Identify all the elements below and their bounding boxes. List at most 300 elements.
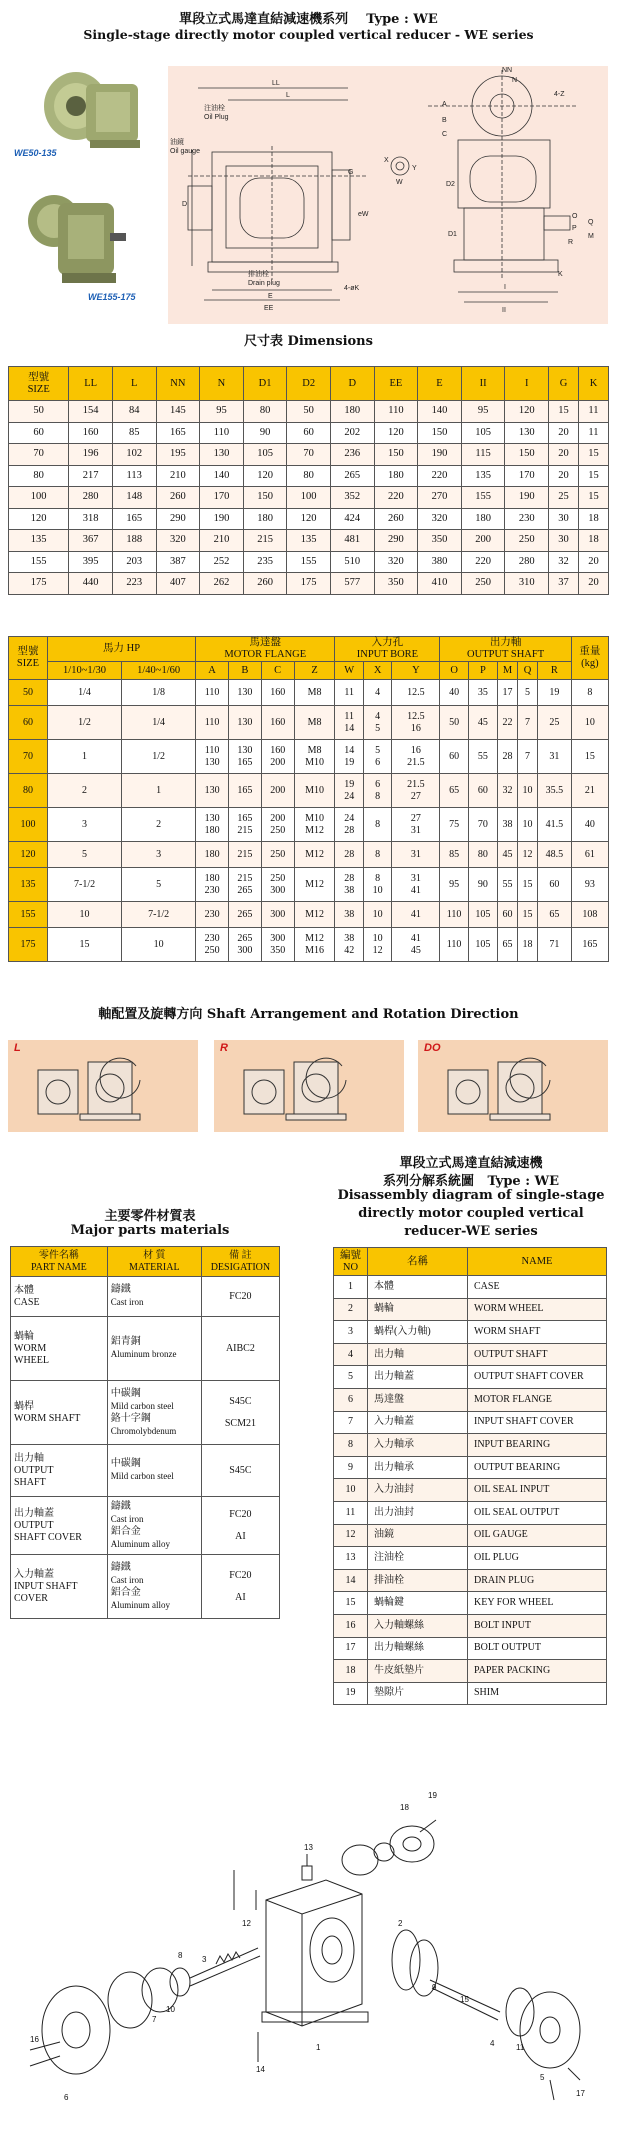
lbl-g: G: [348, 169, 354, 176]
parts-cell-note: S45C: [201, 1445, 279, 1497]
spec-cell-r: 31: [538, 740, 572, 774]
names-no: 5: [334, 1366, 368, 1389]
dim-col-ee: EE: [374, 367, 418, 401]
spec-cell-hp2: 1/2: [122, 740, 196, 774]
subtitle-en: Single-stage directly motor coupled vertical reducer - WE series: [83, 27, 534, 42]
names-no: 17: [334, 1637, 368, 1660]
spec-cell-x: 8: [363, 808, 391, 842]
callout-18: 18: [400, 1803, 409, 1812]
spec-row: [9, 740, 609, 774]
spec-cell-x: 8: [363, 842, 391, 868]
parts-cell-note: FC20: [201, 1277, 279, 1317]
lbl-oil-gauge-zh: 油鏡: [170, 139, 184, 146]
dim-cell: 380: [418, 551, 462, 573]
dim-cell: 150: [243, 487, 287, 509]
dim-cell: 190: [505, 487, 549, 509]
dim-col-i: I: [505, 367, 549, 401]
spec-row: [9, 706, 609, 740]
parts-cell-name: 本體 CASE: [11, 1277, 108, 1317]
spec-col-c: C: [261, 662, 294, 680]
spec-cell-c: 160 200: [261, 740, 294, 774]
spec-cell-kg: 10: [571, 706, 608, 740]
dim-cell: 410: [418, 573, 462, 595]
spec-cell-b: 215: [228, 842, 261, 868]
dim-cell: 110: [200, 422, 244, 444]
lbl-drain-plug-en: Drain plug: [248, 280, 280, 287]
spec-cell-p: 45: [468, 706, 497, 740]
spec-col-p: P: [468, 662, 497, 680]
spec-cell-b: 165: [228, 774, 261, 808]
spec-cell-y: 12.5 16: [392, 706, 440, 740]
dim-col-d1: D1: [243, 367, 287, 401]
callout-16: 16: [30, 2035, 39, 2044]
spec-cell-x: 10: [363, 902, 391, 928]
names-en: DRAIN PLUG: [468, 1569, 607, 1592]
dim-cell: 220: [461, 551, 505, 573]
parts-table: [10, 1246, 280, 1619]
dim-cell: 352: [330, 487, 374, 509]
parts-cell-mat: 中碳鋼 Mild carbon steel: [107, 1445, 201, 1497]
spec-hp-sub-1: 1/10~1/30: [48, 662, 122, 680]
dim-cell: 481: [330, 530, 374, 552]
spec-cell-p: 35: [468, 680, 497, 706]
dim-cell: 120: [243, 465, 287, 487]
spec-size-cell: 175: [9, 928, 48, 962]
spec-cell-a: 130: [196, 774, 229, 808]
spec-cell-hp1: 7-1/2: [48, 868, 122, 902]
spec-cell-hp1: 1/4: [48, 680, 122, 706]
lbl-4z: 4-Z: [554, 91, 565, 98]
dim-row: [9, 401, 609, 423]
dim-cell: 252: [200, 551, 244, 573]
names-zh: 油鏡: [368, 1524, 468, 1547]
spec-cell-p: 105: [468, 928, 497, 962]
names-row: [334, 1321, 607, 1344]
spec-cell-p: 80: [468, 842, 497, 868]
spec-cell-z: M12: [294, 902, 335, 928]
names-row: [334, 1434, 607, 1457]
lbl-ii: II: [502, 307, 506, 314]
dimensions-title: 尺寸表 Dimensions: [244, 334, 373, 349]
dim-cell: 210: [200, 530, 244, 552]
dim-col-n: N: [200, 367, 244, 401]
shaft-title: 軸配置及旋轉方向 Shaft Arrangement and Rotation Direction: [98, 1007, 519, 1022]
dim-cell: 115: [461, 444, 505, 466]
dim-cell: 310: [505, 573, 549, 595]
spec-cell-m: 45: [497, 842, 517, 868]
lbl-o: O: [572, 213, 578, 220]
callout-13: 13: [304, 1843, 313, 1852]
lbl-ll: LL: [272, 80, 280, 87]
dim-cell: 15: [549, 401, 579, 423]
lbl-drain-plug-zh: 排油栓: [248, 271, 269, 278]
names-en: OUTPUT BEARING: [468, 1456, 607, 1479]
dim-cell: 195: [156, 444, 200, 466]
names-no: 7: [334, 1411, 368, 1434]
dim-cell: 265: [330, 465, 374, 487]
parts-head-name: 零件名稱 PART NAME: [11, 1247, 108, 1277]
spec-cell-q: 15: [518, 902, 538, 928]
dim-cell: 510: [330, 551, 374, 573]
spec-cell-z: M10 M12: [294, 808, 335, 842]
dim-col-k: K: [578, 367, 608, 401]
dim-cell: 387: [156, 551, 200, 573]
dim-row: [9, 573, 609, 595]
spec-cell-a: 110: [196, 680, 229, 706]
names-row: [334, 1682, 607, 1705]
spec-cell-r: 48.5: [538, 842, 572, 868]
product-photo-we155: [18, 185, 130, 295]
names-head-no: 編號 NO: [334, 1248, 368, 1276]
parts-cell-mat: 鋁青銅 Aluminum bronze: [107, 1317, 201, 1381]
names-zh: 蝸輪: [368, 1298, 468, 1321]
dim-size-cell: 175: [9, 573, 69, 595]
dim-cell: 165: [156, 422, 200, 444]
spec-cell-y: 27 31: [392, 808, 440, 842]
dim-cell: 30: [549, 508, 579, 530]
dim-cell: 11: [578, 401, 608, 423]
spec-col-a: A: [196, 662, 229, 680]
callout-4: 4: [490, 2039, 495, 2048]
names-en: BOLT OUTPUT: [468, 1637, 607, 1660]
spec-cell-z: M12 M16: [294, 928, 335, 962]
dim-cell: 367: [69, 530, 113, 552]
names-zh: 出力軸蓋: [368, 1366, 468, 1389]
spec-cell-hp2: 10: [122, 928, 196, 962]
spec-cell-b: 130: [228, 680, 261, 706]
spec-cell-m: 65: [497, 928, 517, 962]
spec-cell-o: 110: [440, 928, 468, 962]
spec-col-b: B: [228, 662, 261, 680]
lbl-p: P: [572, 225, 577, 232]
dim-cell: 190: [418, 444, 462, 466]
names-zh: 注油栓: [368, 1547, 468, 1570]
dim-row: [9, 465, 609, 487]
spec-cell-r: 60: [538, 868, 572, 902]
spec-weight-header: 重量 (kg): [571, 637, 608, 680]
names-row: [334, 1569, 607, 1592]
names-zh: 牛皮紙墊片: [368, 1660, 468, 1683]
parts-cell-note: AIBC2: [201, 1317, 279, 1381]
spec-cell-kg: 93: [571, 868, 608, 902]
dim-cell: 290: [156, 508, 200, 530]
names-row: [334, 1456, 607, 1479]
page-title: [0, 8, 617, 27]
parts-cell-name: 入力軸蓋 INPUT SHAFT COVER: [11, 1555, 108, 1619]
names-row: [334, 1366, 607, 1389]
dim-cell: 170: [505, 465, 549, 487]
names-zh: 蝸桿(入力軸): [368, 1321, 468, 1344]
dim-cell: 15: [578, 465, 608, 487]
spec-hp-sub-2: 1/40~1/60: [122, 662, 196, 680]
dim-cell: 318: [69, 508, 113, 530]
spec-cell-hp1: 2: [48, 774, 122, 808]
parts-row: [11, 1497, 280, 1555]
callout-14: 14: [256, 2065, 265, 2074]
names-en: KEY FOR WHEEL: [468, 1592, 607, 1615]
spec-cell-y: 31: [392, 842, 440, 868]
dim-row: [9, 530, 609, 552]
dim-cell: 113: [112, 465, 156, 487]
callout-12: 12: [242, 1919, 251, 1928]
callout-6: 6: [64, 2093, 69, 2102]
dim-col-d2: D2: [287, 367, 331, 401]
names-no: 12: [334, 1524, 368, 1547]
disassembly-title-zh2: 系列分解系統圖 Type : WE: [382, 1174, 560, 1189]
spec-flange-header: 馬達盤 MOTOR FLANGE: [196, 637, 335, 662]
dim-cell: 110: [374, 401, 418, 423]
spec-cell-hp2: 5: [122, 868, 196, 902]
dim-cell: 150: [418, 422, 462, 444]
names-en: WORM SHAFT: [468, 1321, 607, 1344]
spec-cell-hp2: 7-1/2: [122, 902, 196, 928]
spec-output-header: 出力軸 OUTPUT SHAFT: [440, 637, 571, 662]
dim-cell: 18: [578, 530, 608, 552]
dim-cell: 320: [156, 530, 200, 552]
spec-cell-b: 130: [228, 706, 261, 740]
dim-cell: 290: [374, 530, 418, 552]
lbl-4ek: 4-øK: [344, 285, 360, 292]
spec-cell-m: 28: [497, 740, 517, 774]
dim-col-ii: II: [461, 367, 505, 401]
spec-cell-y: 41 45: [392, 928, 440, 962]
spec-size-cell: 50: [9, 680, 48, 706]
dim-size-cell: 100: [9, 487, 69, 509]
spec-cell-w: 38: [335, 902, 363, 928]
dim-cell: 270: [418, 487, 462, 509]
spec-cell-w: 28: [335, 842, 363, 868]
spec-cell-w: 24 28: [335, 808, 363, 842]
dim-cell: 95: [200, 401, 244, 423]
spec-cell-hp2: 2: [122, 808, 196, 842]
names-row: [334, 1411, 607, 1434]
dim-cell: 250: [461, 573, 505, 595]
dim-cell: 235: [243, 551, 287, 573]
names-en: OUTPUT SHAFT COVER: [468, 1366, 607, 1389]
spec-cell-y: 12.5: [392, 680, 440, 706]
spec-cell-kg: 165: [571, 928, 608, 962]
spec-cell-kg: 40: [571, 808, 608, 842]
parts-head-note: 備 註 DESIGATION: [201, 1247, 279, 1277]
type-label: Type : WE: [366, 12, 438, 27]
dim-cell: 260: [243, 573, 287, 595]
spec-cell-x: 5 6: [363, 740, 391, 774]
spec-cell-hp1: 15: [48, 928, 122, 962]
dim-cell: 15: [578, 487, 608, 509]
dim-cell: 148: [112, 487, 156, 509]
spec-cell-hp2: 1/8: [122, 680, 196, 706]
parts-cell-name: 蝸輪 WORM WHEEL: [11, 1317, 108, 1381]
dim-cell: 203: [112, 551, 156, 573]
lbl-d: D: [182, 201, 188, 208]
names-en: OUTPUT SHAFT: [468, 1343, 607, 1366]
spec-cell-o: 110: [440, 902, 468, 928]
callout-3: 3: [202, 1955, 207, 1964]
spec-row: [9, 928, 609, 962]
lbl-k: K: [558, 271, 563, 278]
spec-cell-q: 7: [518, 706, 538, 740]
dim-cell: 130: [505, 422, 549, 444]
names-no: 13: [334, 1547, 368, 1570]
dim-col-d: D: [330, 367, 374, 401]
names-no: 18: [334, 1660, 368, 1683]
spec-cell-q: 10: [518, 808, 538, 842]
callout-2: 2: [398, 1919, 403, 1928]
names-zh: 入力油封: [368, 1479, 468, 1502]
dim-cell: 236: [330, 444, 374, 466]
lbl-oil-plug-en: Oil Plug: [204, 114, 229, 121]
dim-cell: 190: [200, 508, 244, 530]
names-en: OIL SEAL INPUT: [468, 1479, 607, 1502]
spec-cell-z: M12: [294, 842, 335, 868]
dim-cell: 20: [549, 465, 579, 487]
dim-size-cell: 155: [9, 551, 69, 573]
spec-cell-a: 130 180: [196, 808, 229, 842]
spec-size-header: 型號 SIZE: [9, 637, 48, 680]
spec-cell-c: 300 350: [261, 928, 294, 962]
parts-cell-mat: 鑄鐵 Cast iron 鋁合金 Aluminum alloy: [107, 1555, 201, 1619]
dim-col-nn: NN: [156, 367, 200, 401]
spec-cell-kg: 15: [571, 740, 608, 774]
dim-cell: 11: [578, 422, 608, 444]
dim-cell: 407: [156, 573, 200, 595]
spec-cell-w: 28 38: [335, 868, 363, 902]
spec-cell-hp2: 3: [122, 842, 196, 868]
dim-cell: 280: [505, 551, 549, 573]
spec-cell-y: 21.5 27: [392, 774, 440, 808]
spec-cell-b: 165 215: [228, 808, 261, 842]
names-zh: 入力軸承: [368, 1434, 468, 1457]
parts-cell-name: 蝸桿 WORM SHAFT: [11, 1381, 108, 1445]
shaft-option-r: [214, 1040, 404, 1132]
names-zh: 出力軸承: [368, 1456, 468, 1479]
names-head-en: NAME: [468, 1248, 607, 1276]
spec-cell-o: 50: [440, 706, 468, 740]
spec-cell-z: M8: [294, 706, 335, 740]
callout-10: 10: [166, 2005, 175, 2014]
spec-col-y: Y: [392, 662, 440, 680]
lbl-oil-gauge-en: Oil gauge: [170, 148, 200, 155]
dim-cell: 60: [287, 422, 331, 444]
dim-cell: 220: [418, 465, 462, 487]
names-zh: 出力軸螺絲: [368, 1637, 468, 1660]
spec-cell-y: 16 21.5: [392, 740, 440, 774]
spec-cell-r: 25: [538, 706, 572, 740]
lbl-m: M: [588, 233, 594, 240]
dim-cell: 102: [112, 444, 156, 466]
spec-cell-b: 130 165: [228, 740, 261, 774]
dim-size-cell: 80: [9, 465, 69, 487]
dim-cell: 230: [505, 508, 549, 530]
spec-cell-p: 90: [468, 868, 497, 902]
lbl-e: E: [268, 293, 273, 300]
spec-cell-z: M8 M10: [294, 740, 335, 774]
specs-body: [9, 680, 609, 962]
spec-cell-o: 40: [440, 680, 468, 706]
photo-caption-2: WE155-175: [88, 292, 136, 302]
names-row: [334, 1343, 607, 1366]
lbl-nn: NN: [502, 67, 513, 74]
spec-cell-r: 19: [538, 680, 572, 706]
dim-cell: 215: [243, 530, 287, 552]
lbl-oil-plug-zh: 注油栓: [204, 105, 225, 112]
spec-cell-y: 31 41: [392, 868, 440, 902]
dim-cell: 180: [461, 508, 505, 530]
spec-row: [9, 902, 609, 928]
names-no: 14: [334, 1569, 368, 1592]
lbl-c: C: [442, 131, 448, 138]
parts-cell-mat: 鑄鐵 Cast iron 鋁合金 Aluminum alloy: [107, 1497, 201, 1555]
lbl-b: B: [442, 117, 447, 124]
photo-caption-1: WE50-135: [14, 148, 57, 158]
dim-cell: 70: [287, 444, 331, 466]
parts-cell-mat: 中碳鋼 Mild carbon steel 鉻十字鋼 Chromolybdenum: [107, 1381, 201, 1445]
callout-1: 1: [316, 2043, 321, 2052]
dim-cell: 25: [549, 487, 579, 509]
callout-15: 15: [460, 1995, 469, 2004]
spec-cell-kg: 8: [571, 680, 608, 706]
disassembly-title-en2: directly motor coupled vertical: [358, 1206, 584, 1221]
parts-cell-mat: 鑄鐵 Cast iron: [107, 1277, 201, 1317]
dim-size-header: 型號 SIZE: [9, 367, 69, 401]
spec-row: [9, 842, 609, 868]
shaft-option-do: [418, 1040, 608, 1132]
dim-cell: 577: [330, 573, 374, 595]
spec-cell-r: 35.5: [538, 774, 572, 808]
dim-cell: 95: [461, 401, 505, 423]
dim-cell: 135: [461, 465, 505, 487]
spec-cell-p: 105: [468, 902, 497, 928]
lbl-n: N: [512, 77, 518, 84]
spec-size-cell: 60: [9, 706, 48, 740]
parts-title-zh: 主要零件材質表: [104, 1209, 196, 1224]
dim-cell: 196: [69, 444, 113, 466]
dim-cell: 150: [505, 444, 549, 466]
dim-cell: 200: [461, 530, 505, 552]
spec-cell-hp1: 1/2: [48, 706, 122, 740]
dimension-drawing: [168, 66, 608, 324]
names-zh: 出力油封: [368, 1501, 468, 1524]
callout-11: 11: [516, 2043, 525, 2052]
dim-cell: 30: [549, 530, 579, 552]
spec-cell-hp2: 1/4: [122, 706, 196, 740]
spec-input-header: 入力孔 INPUT BORE: [335, 637, 440, 662]
spec-cell-a: 110 130: [196, 740, 229, 774]
spec-cell-m: 55: [497, 868, 517, 902]
parts-body: [11, 1277, 280, 1619]
spec-cell-w: 14 19: [335, 740, 363, 774]
spec-row: [9, 774, 609, 808]
names-en: WORM WHEEL: [468, 1298, 607, 1321]
names-no: 3: [334, 1321, 368, 1344]
dim-cell: 175: [287, 573, 331, 595]
parts-name-table: [333, 1247, 607, 1705]
dim-cell: 440: [69, 573, 113, 595]
spec-cell-w: 19 24: [335, 774, 363, 808]
dim-cell: 120: [505, 401, 549, 423]
spec-cell-a: 180: [196, 842, 229, 868]
exploded-diagram: [20, 1750, 600, 2122]
spec-col-q: Q: [518, 662, 538, 680]
names-no: 19: [334, 1682, 368, 1705]
dim-cell: 80: [287, 465, 331, 487]
dim-cell: 120: [287, 508, 331, 530]
spec-cell-hp1: 1: [48, 740, 122, 774]
spec-cell-o: 85: [440, 842, 468, 868]
names-row: [334, 1388, 607, 1411]
callout-19: 19: [428, 1791, 437, 1800]
spec-cell-b: 265 300: [228, 928, 261, 962]
